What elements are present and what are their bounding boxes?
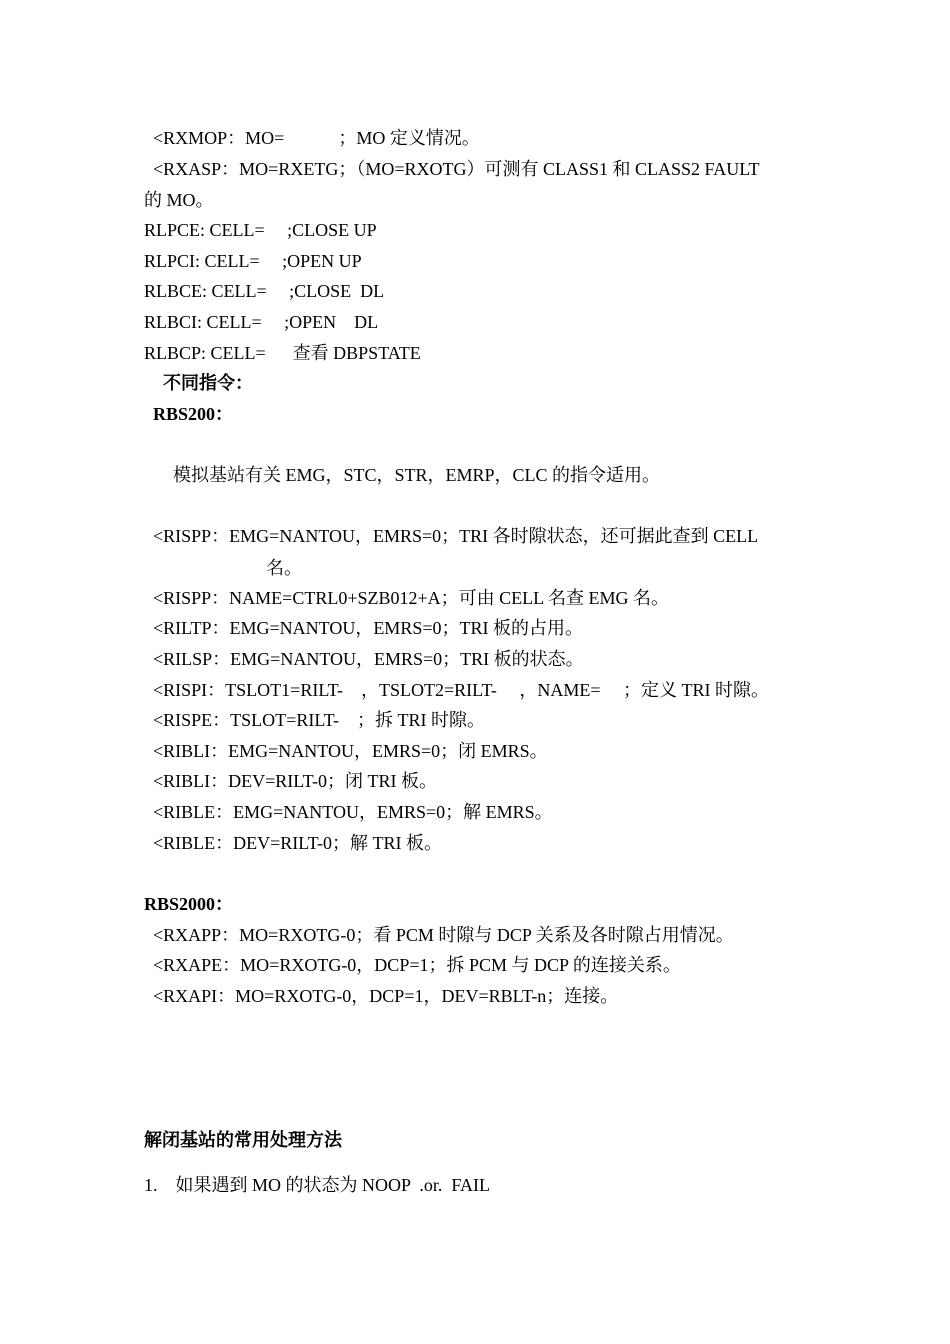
command-rlbci: RLBCI: CELL= ;OPEN DL bbox=[144, 312, 379, 332]
command-rlbcp: RLBCP: CELL= 查看 DBPSTATE bbox=[144, 343, 421, 363]
command-ribli-emg: <RIBLI：EMG=NANTOU，EMRS=0；闭 EMRS。 bbox=[153, 741, 548, 761]
command-rxape: <RXAPE：MO=RXOTG-0，DCP=1；拆 PCM 与 DCP 的连接关系。 bbox=[153, 955, 681, 975]
command-rlpci: RLPCI: CELL= ;OPEN UP bbox=[144, 251, 362, 271]
rbs200-note: 模拟基站有关 EMG，STC，STR，EMRP，CLC 的指令适用。 bbox=[173, 465, 661, 485]
command-rxasp: <RXASP：MO=RXETG；（MO=RXOTG）可测有 CLASS1 和 CLASS2 FAULT bbox=[153, 159, 760, 179]
list-item-1: 1. 如果遇到 MO 的状态为 NOOP .or. FAIL bbox=[144, 1175, 491, 1195]
command-rispi: <RISPI：TSLOT1=RILT- ，TSLOT2=RILT- ，NAME= ；定义 TRI 时隙。 bbox=[153, 680, 769, 700]
command-riltp: <RILTP：EMG=NANTOU，EMRS=0；TRI 板的占用。 bbox=[153, 618, 583, 638]
command-ribli-dev: <RIBLI：DEV=RILT-0；闭 TRI 板。 bbox=[153, 771, 437, 791]
command-rxmop: <RXMOP：MO= ；MO 定义情况。 bbox=[153, 128, 480, 148]
command-rxasp-continued: 的 MO。 bbox=[144, 190, 214, 210]
command-rible-emg: <RIBLE：EMG=NANTOU，EMRS=0；解 EMRS。 bbox=[153, 802, 553, 822]
command-rlpce: RLPCE: CELL= ;CLOSE UP bbox=[144, 220, 377, 240]
command-rispp-emg: <RISPP：EMG=NANTOU，EMRS=0；TRI 各时隙状态，还可据此查到 CELL bbox=[153, 526, 759, 546]
heading-rbs2000: RBS2000： bbox=[144, 894, 234, 914]
command-rxapp: <RXAPP：MO=RXOTG-0；看 PCM 时隙与 DCP 关系及各时隙占用情况。 bbox=[153, 925, 734, 945]
command-rispp-emg-continued: 名。 bbox=[266, 558, 302, 578]
command-rible-dev: <RIBLE：DEV=RILT-0；解 TRI 板。 bbox=[153, 833, 442, 853]
heading-different-commands: 不同指令： bbox=[163, 373, 253, 393]
section-title-unblock-methods: 解闭基站的常用处理方法 bbox=[144, 1130, 342, 1150]
heading-rbs200: RBS200： bbox=[153, 404, 234, 424]
command-rlbce: RLBCE: CELL= ;CLOSE DL bbox=[144, 281, 385, 301]
command-rxapi: <RXAPI：MO=RXOTG-0，DCP=1，DEV=RBLT-n；连接。 bbox=[153, 986, 619, 1006]
command-rispp-name: <RISPP：NAME=CTRL0+SZB012+A；可由 CELL 名查 EMG 名。 bbox=[153, 588, 669, 608]
command-rilsp: <RILSP：EMG=NANTOU，EMRS=0；TRI 板的状态。 bbox=[153, 649, 584, 669]
command-rispe: <RISPE：TSLOT=RILT- ；拆 TRI 时隙。 bbox=[153, 710, 485, 730]
